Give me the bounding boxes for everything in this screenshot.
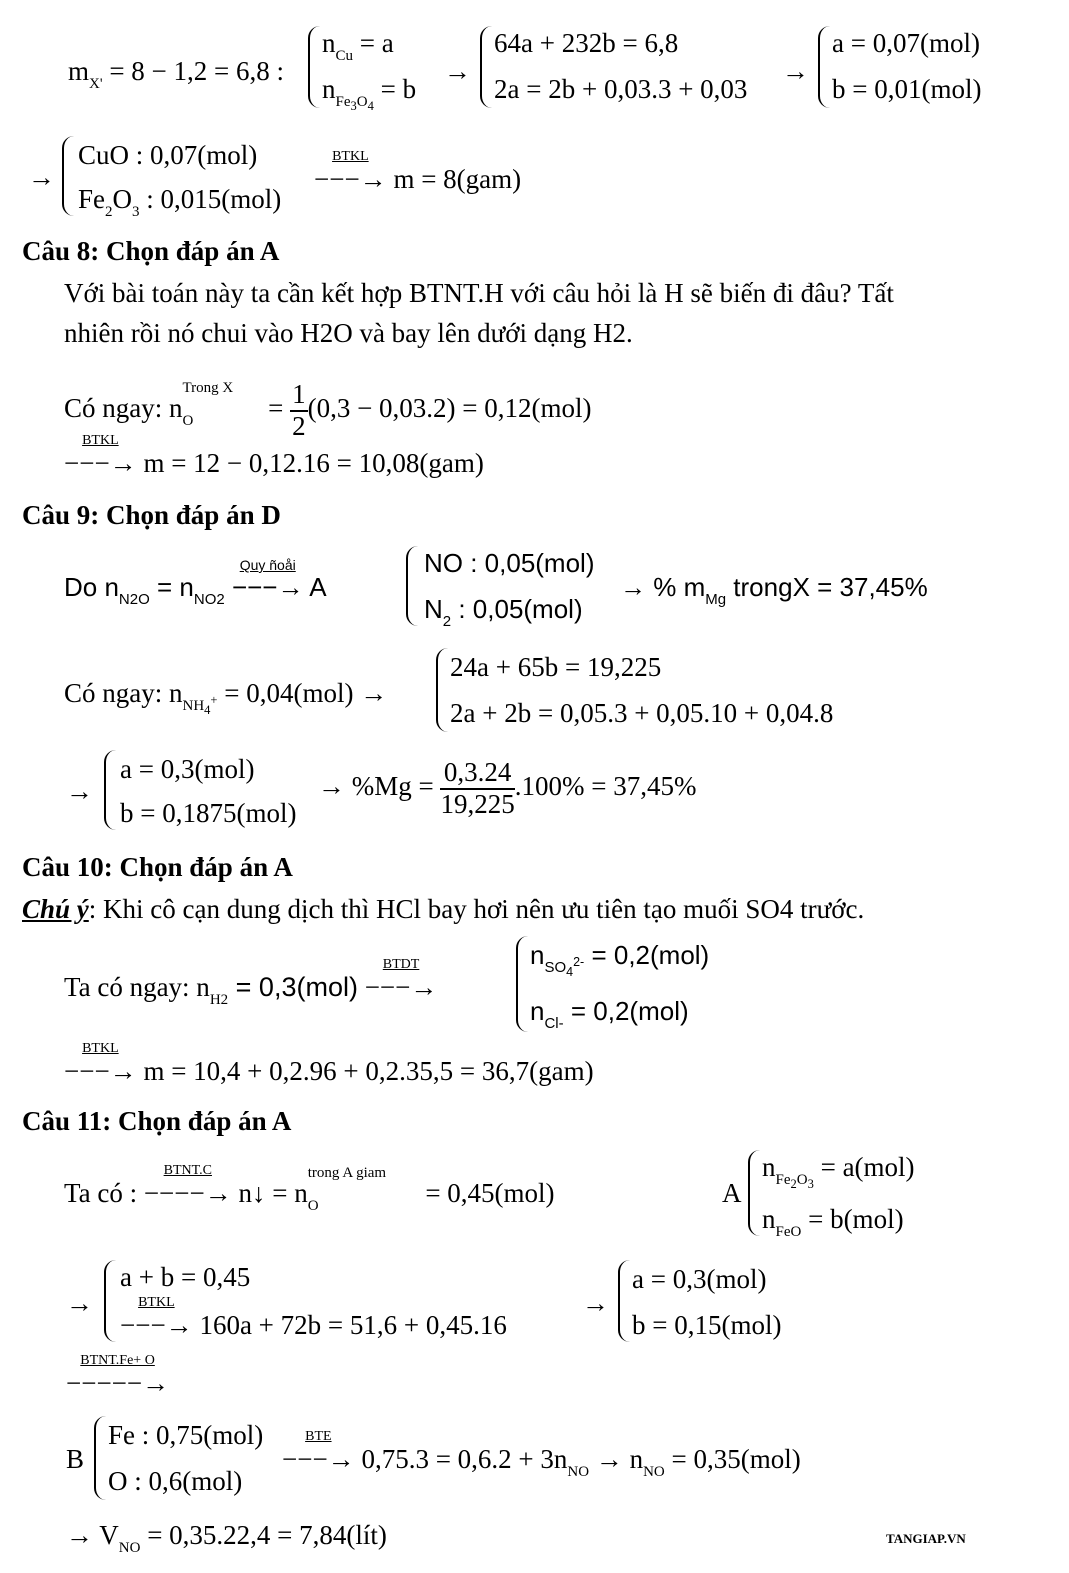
sys1-a: $n_{Cu} = a$ [322, 28, 394, 64]
c11-r1: a = 0,3(mol) [632, 1264, 767, 1294]
c11-B: B [66, 1444, 85, 1474]
sys2-b: 2a = 2b + 0,03.3 + 0,03 [494, 74, 748, 104]
brace [516, 936, 528, 1032]
r2-b: $Fe_2O_3$ : 0,015(mol) [78, 184, 282, 220]
c9-pct: → %Mg = $\frac{0,3.24}{19,225}$ .100% = 37,45% [318, 757, 697, 819]
c8-eq2: −−−→ BTKL m = 12 − 0,12.16 = 10,08(gam) [64, 433, 484, 478]
arrow: → [582, 1288, 609, 1318]
c8-p1: Với bài toán này ta cần kết hợp BTNT.H với câu hỏi là H sẽ biến đi đâu? Tất [64, 278, 894, 308]
brace [308, 26, 320, 108]
c11-s1: a + b = 0,45 [120, 1262, 251, 1292]
c11-heading: Câu 11: Chọn đáp án A [22, 1106, 292, 1136]
sys2-a: 64a + 232b = 6,8 [494, 28, 679, 58]
arrow: → [782, 56, 809, 86]
c9-heading: Câu 9: Chọn đáp án D [22, 500, 281, 530]
c11-b2: O : 0,6(mol) [108, 1466, 243, 1496]
c8-p2: nhiên rồi nó chui vào H2O và bay lên dưới dạng H2. [64, 318, 633, 348]
brace [748, 1150, 760, 1236]
c9-mg: → % $m_{Mg}$ trongX = 37,45% [620, 572, 928, 608]
c11-A: A [722, 1178, 742, 1208]
brace [480, 26, 492, 108]
arrow: → [444, 56, 471, 86]
c9-sA2: $N_2$ : 0,05(mol) [424, 594, 583, 630]
c11-tc: Ta có : −−−−→ BTNT.C n↓ = n trong A giam $_O$ = 0,45(mol) [64, 1163, 555, 1214]
arrow: → [28, 162, 55, 192]
brace [104, 1260, 116, 1342]
c9-r1: a = 0,3(mol) [120, 754, 255, 784]
sys3-a: a = 0,07(mol) [832, 28, 980, 58]
c11-bte: −−−→ BTE $0,75.3 = 0,6.2 + 3n_{NO} \to n_{NO} = 0,35(mol)$ [282, 1429, 801, 1480]
c10-res: −−−→ BTKL m = 10,4 + 0,2.96 + 0,2.35,5 = 36,7(gam) [64, 1041, 594, 1086]
brace [94, 1416, 106, 1500]
c10-note: Chú ý: Khi cô cạn dung dịch thì HCl bay hơi nên ưu tiên tạo muối SO4 trước. [22, 894, 865, 924]
c9-s1: 24a + 65b = 19,225 [450, 652, 662, 682]
c11-r2: b = 0,15(mol) [632, 1310, 782, 1340]
brace [104, 750, 116, 830]
c9-s2: 2a + 2b = 0,05.3 + 0,05.10 + 0,04.8 [450, 698, 834, 728]
c10-heading: Câu 10: Chọn đáp án A [22, 852, 293, 882]
brace [818, 26, 830, 108]
r2-a: CuO : 0,07(mol) [78, 140, 258, 170]
arrow: → [66, 1288, 93, 1318]
c9-do: Do $n_{N2O} = n_{NO2}$ −−−→ Quy ñoåi A [64, 557, 327, 608]
brace [406, 546, 418, 626]
c11-btnt: −−−−−→ BTNT.Fe+ O [66, 1353, 170, 1398]
c11-v: → $V_{NO} = 0,35.22,4$ = 7,84(lít) [66, 1520, 387, 1556]
c7-mx: $m_{X'} = 8 - 1,2 = 6,8$ : [68, 56, 284, 92]
brace [436, 648, 448, 732]
c8-heading: Câu 8: Chọn đáp án A [22, 236, 280, 266]
c11-a2: $n_{FeO} = b(mol)$ [762, 1204, 904, 1240]
c11-a1: $n_{Fe_2O_3} = a(mol)$ [762, 1152, 915, 1191]
c11-s2: −−−→ BTKL 160a + 72b = 51,6 + 0,45.16 [120, 1295, 507, 1340]
sys3-b: b = 0,01(mol) [832, 74, 982, 104]
brace [62, 136, 74, 216]
watermark: TANGIAP.VN [886, 1531, 966, 1546]
btkl-arrow: −−−→ BTKL m = 8(gam) [314, 149, 522, 194]
c11-b1: Fe : 0,75(mol) [108, 1420, 264, 1450]
c8-eq1: Có ngay: n Trong X $_O$ = $\frac{1}{2}$ (0,3 − 0,03.2) = 0,12(mol) [64, 379, 592, 441]
c9-cn: Có ngay: $n_{NH_4^+} = 0,04(mol)$ → [64, 678, 388, 717]
brace [618, 1260, 630, 1342]
c9-sA1: NO : 0,05(mol) [424, 548, 595, 578]
c10-s1: $n_{SO_4^{2-}} = 0,2(mol)$ [530, 940, 710, 979]
c10-eq: Ta có ngay: $n_{H2} = 0,3(mol)$ −−−→ BTDT [64, 957, 438, 1008]
c10-s2: $n_{Cl-} = 0,2(mol)$ [530, 996, 689, 1032]
sys1-b: $n_{Fe_3O_4} = b$ [322, 74, 417, 113]
arrow: → [66, 776, 93, 806]
c9-r2: b = 0,1875(mol) [120, 798, 297, 828]
